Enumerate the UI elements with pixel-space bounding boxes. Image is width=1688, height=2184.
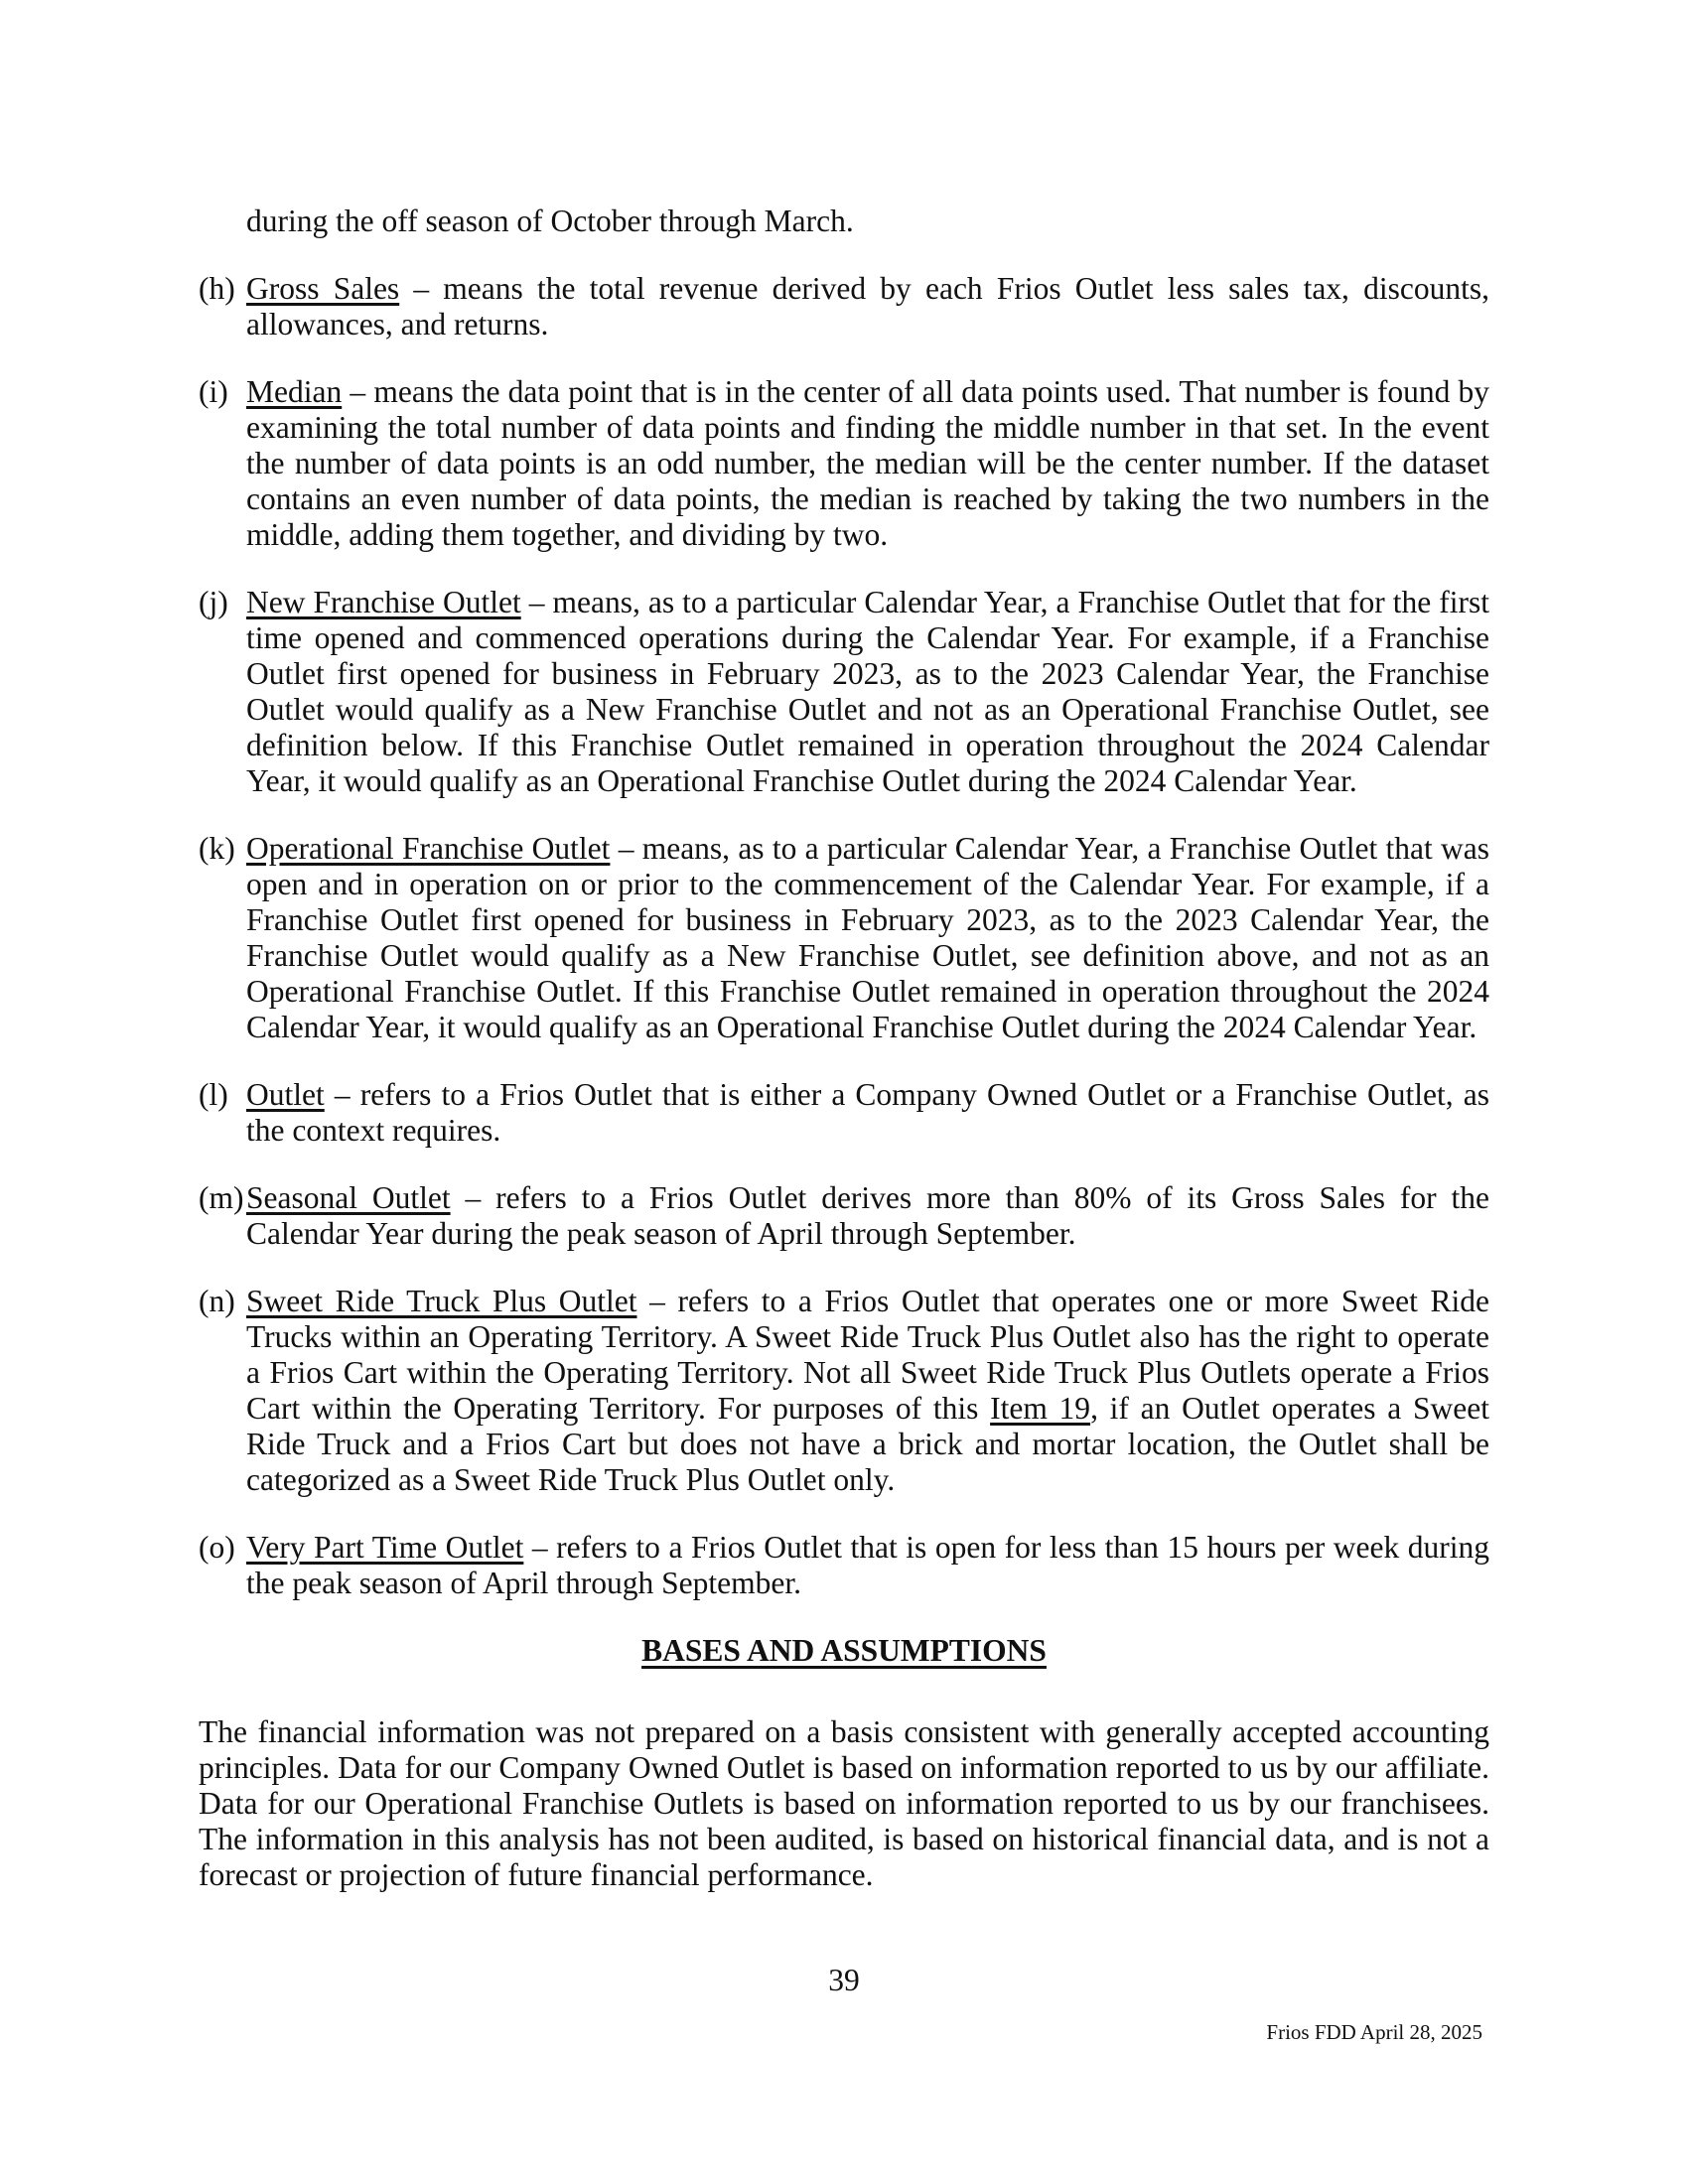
section-heading [199, 1633, 1489, 1669]
definition-label: (j) [199, 585, 228, 619]
definition-label: (i) [199, 374, 228, 409]
definition-item-outlet [199, 1077, 1489, 1149]
paragraph-continuation: during the off season of October through March. [246, 204, 854, 238]
definition-item-operational-franchise-outlet [199, 831, 1489, 1045]
definition-body: – refers to a Frios Outlet that is open for less than 15 hours per week during the peak season of April through September. [246, 1530, 1489, 1600]
item-19-link: Item 19 [990, 1391, 1091, 1426]
definition-term: Median [246, 374, 343, 409]
definition-item-gross-sales [199, 271, 1489, 342]
definition-item-very-part-time-outlet [199, 1530, 1489, 1601]
definition-label: (m) [199, 1180, 244, 1215]
definition-label: (n) [199, 1284, 235, 1318]
definition-term: Sweet Ride Truck Plus Outlet [246, 1284, 637, 1318]
definition-term: Gross Sales [246, 271, 400, 306]
definition-body: – refers to a Frios Outlet that is either a Company Owned Outlet or a Franchise Outlet, as the context requires. [246, 1077, 1489, 1148]
definition-term: New Franchise Outlet [246, 585, 521, 619]
definition-label: (l) [199, 1077, 228, 1112]
definition-body: , if an Outlet operates a Sweet Ride Truck and a Frios Cart but does not have a brick and mortar location, the Outlet shall be categorized as a Sweet Ride Truck Plus Outlet only. [246, 1391, 1489, 1497]
definition-body: – refers to a Frios Outlet that operates one or more Sweet Ride Trucks within an Operating Territory. A Sweet Ride Truck Plus Outlet also has the right to operate a Frios Cart within the Operating Territory. Not all Sweet Ride Truck Plus Outlets operate a Frios Cart within the Operating Territory. For purposes of this [246, 1284, 1489, 1426]
definition-body: – means the total revenue derived by each Frios Outlet less sales tax, discounts, allowances, and returns. [246, 271, 1489, 341]
definition-term: Very Part Time Outlet [246, 1530, 524, 1565]
bases-and-assumptions-paragraph: The financial information was not prepared on a basis consistent with generally accepted accounting principles. Data for our Company Owned Outlet is based on information reported to us by our affiliate. Data for our Operational Franchise Outlets is based on information reported to us by our franchisees. The information in this analysis has not been audited, is based on historical financial data, and is not a forecast or projection of future financial performance. [199, 1714, 1489, 1892]
page-number: 39 [828, 1963, 860, 1997]
definition-item-new-franchise-outlet [199, 585, 1489, 799]
definition-item-sweet-ride-truck-plus-outlet [199, 1284, 1489, 1498]
definition-label: (h) [199, 271, 235, 306]
definition-body: – means, as to a particular Calendar Year, a Franchise Outlet that was open and in operation on or prior to the commencement of the Calendar Year. For example, if a Franchise Outlet first opened for business in February 2023, as to the 2023 Calendar Year, the Franchise Outlet would qualify as a New Franchise Outlet, see definition above, and not as an Operational Franchise Outlet. If this Franchise Outlet remained in operation throughout the 2024 Calendar Year, it would qualify as an Operational Franchise Outlet during the 2024 Calendar Year. [246, 831, 1489, 1044]
section-heading-text: BASES AND ASSUMPTIONS [641, 1633, 1047, 1668]
definition-item-median [199, 374, 1489, 553]
definition-body: – refers to a Frios Outlet derives more than 80% of its Gross Sales for the Calendar Year during the peak season of April through September. [246, 1180, 1489, 1251]
definition-term: Outlet [246, 1077, 325, 1112]
definition-item-seasonal-outlet [199, 1180, 1489, 1252]
definition-label: (o) [199, 1530, 235, 1565]
definition-term: Seasonal Outlet [246, 1180, 451, 1215]
definition-label: (k) [199, 831, 235, 866]
document-footer: Frios FDD April 28, 2025 [1266, 2020, 1482, 2044]
definition-body: – means the data point that is in the center of all data points used. That number is found by examining the total number of data points and finding the middle number in that set. In the event the number of data points is an odd number, the median will be the center number. If the dataset contains an even number of data points, the median is reached by taking the two numbers in the middle, adding them together, and dividing by two. [246, 374, 1489, 552]
definition-body: – means, as to a particular Calendar Year, a Franchise Outlet that for the first time opened and commenced operations during the Calendar Year. For example, if a Franchise Outlet first opened for business in February 2023, as to the 2023 Calendar Year, the Franchise Outlet would qualify as a New Franchise Outlet and not as an Operational Franchise Outlet, see definition below. If this Franchise Outlet remained in operation throughout the 2024 Calendar Year, it would qualify as an Operational Franchise Outlet during the 2024 Calendar Year. [246, 585, 1489, 798]
definition-term: Operational Franchise Outlet [246, 831, 611, 866]
